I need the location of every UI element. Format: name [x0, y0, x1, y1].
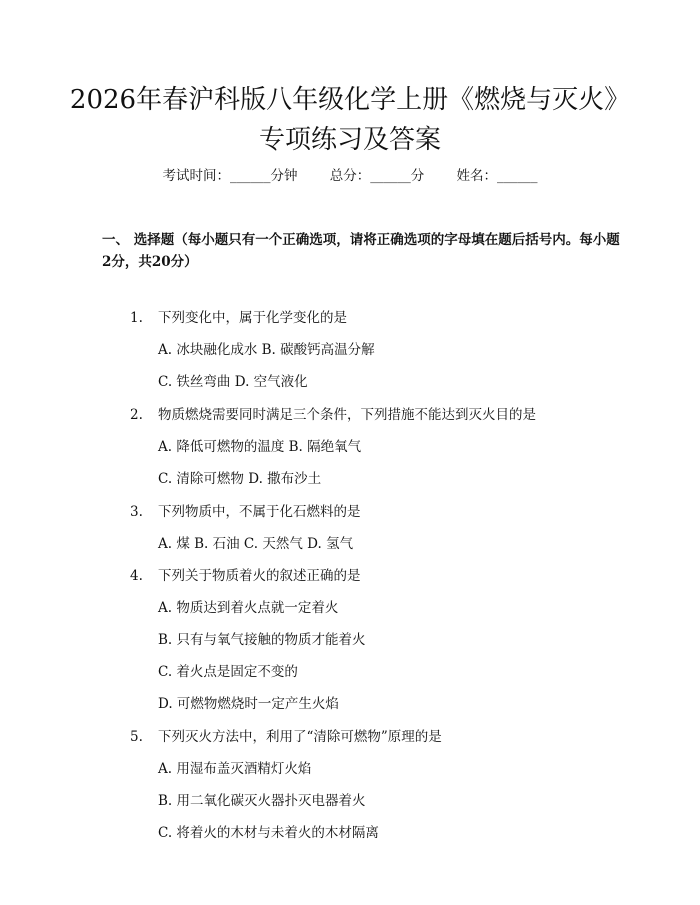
exam-time: 考试时间：______分钟: [162, 168, 298, 184]
question-5-option-c: C. 将着火的木材与未着火的木材隔离: [158, 825, 379, 841]
question-number: 3.: [130, 504, 143, 520]
question-text: 下列关于物质着火的叙述正确的是: [158, 568, 361, 584]
exam-name: 姓名：______: [456, 168, 538, 184]
question-1-options-row-1: A. 冰块融化成水 B. 碳酸钙高温分解: [158, 342, 375, 358]
question-2: [130, 405, 630, 425]
question-5-option-a: A. 用湿布盖灭酒精灯火焰: [158, 761, 312, 777]
question-2-options-row-1: A. 降低可燃物的温度 B. 隔绝氧气: [158, 439, 362, 455]
question-3-options-row-1: A. 煤 B. 石油 C. 天然气 D. 氢气: [158, 536, 354, 552]
question-3: [130, 502, 630, 522]
question-4: [130, 566, 630, 586]
question-number: 5.: [130, 729, 143, 745]
question-number: 4.: [130, 568, 143, 584]
exam-score: 总分：______分: [329, 168, 425, 184]
question-1-options-row-2: C. 铁丝弯曲 D. 空气液化: [158, 374, 308, 390]
question-5: [130, 727, 630, 747]
document-title: 2026年春沪科版八年级化学上册《燃烧与灭火》专项练习及答案: [69, 85, 631, 155]
question-text: 下列物质中，不属于化石燃料的是: [158, 504, 361, 520]
question-1: [130, 308, 630, 328]
question-text: 下列变化中，属于化学变化的是: [158, 310, 347, 326]
question-4-option-d: D. 可燃物燃烧时一定产生火焰: [158, 696, 339, 712]
section-heading: 一、 选择题（每小题只有一个正确选项，请将正确选项的字母填在题后括号内。每小题2分，共20分）: [102, 232, 620, 270]
question-number: 1.: [130, 310, 143, 326]
question-5-option-b: B. 用二氧化碳灭火器扑灭电器着火: [158, 793, 366, 809]
question-2-options-row-2: C. 清除可燃物 D. 撒布沙土: [158, 471, 322, 487]
question-4-option-b: B. 只有与氧气接触的物质才能着火: [158, 632, 366, 648]
question-4-option-c: C. 着火点是固定不变的: [158, 664, 298, 680]
question-text: 物质燃烧需要同时满足三个条件，下列措施不能达到灭火目的是: [158, 407, 536, 423]
question-text: 下列灭火方法中，利用了“清除可燃物”原理的是: [158, 729, 442, 745]
exam-info: [0, 166, 700, 186]
question-number: 2.: [130, 407, 143, 423]
question-4-option-a: A. 物质达到着火点就一定着火: [158, 600, 339, 616]
